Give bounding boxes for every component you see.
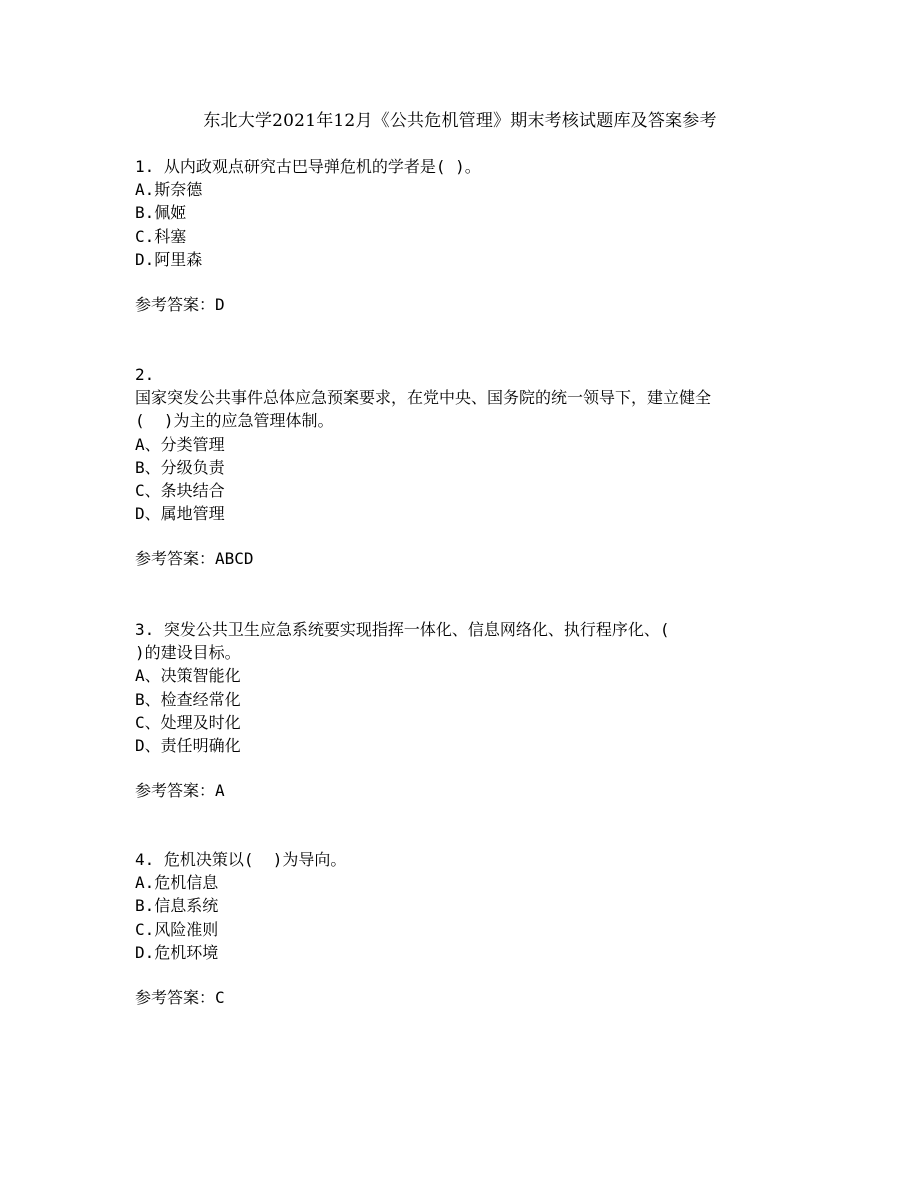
option-a: A、分类管理 <box>135 434 225 454</box>
option-b: B、检查经常化 <box>135 689 241 709</box>
document-title: 东北大学2021年12月《公共危机管理》期末考核试题库及答案参考 <box>203 111 717 131</box>
question-4 <box>135 848 815 1009</box>
question-stem: 国家突发公共事件总体应急预案要求，在党中央、国务院的统一领导下，建立健全 <box>135 388 712 408</box>
reference-answer: 参考答案：C <box>135 987 225 1007</box>
question-stem-continued: ( )为主的应急管理体制。 <box>135 411 334 431</box>
option-a: A.斯奈德 <box>135 180 203 200</box>
question-1 <box>135 155 815 316</box>
option-b: B、分级负责 <box>135 457 225 477</box>
question-stem: 1. 从内政观点研究古巴导弹危机的学者是( )。 <box>135 157 481 176</box>
question-stem: 3. 突发公共卫生应急系统要实现指挥一体化、信息网络化、执行程序化、( <box>135 620 670 639</box>
question-stem-continued: )的建设目标。 <box>135 643 241 663</box>
option-d: D、属地管理 <box>135 504 225 524</box>
option-a: A、决策智能化 <box>135 666 241 686</box>
question-2 <box>135 363 815 571</box>
reference-answer: 参考答案：D <box>135 294 225 314</box>
question-stem: 4. 危机决策以( )为导向。 <box>135 850 347 869</box>
option-c: C.风险准则 <box>135 919 219 939</box>
option-a: A.危机信息 <box>135 873 219 893</box>
option-d: D、责任明确化 <box>135 735 241 755</box>
option-c: C.科塞 <box>135 226 187 246</box>
option-c: C、处理及时化 <box>135 712 241 732</box>
option-c: C、条块结合 <box>135 480 225 500</box>
option-d: D.阿里森 <box>135 249 203 269</box>
question-number: 2. <box>135 365 155 384</box>
reference-answer: 参考答案：A <box>135 781 225 801</box>
option-d: D.危机环境 <box>135 942 219 962</box>
reference-answer: 参考答案：ABCD <box>135 549 254 569</box>
question-3 <box>135 618 815 802</box>
option-b: B.佩姬 <box>135 203 187 223</box>
option-b: B.信息系统 <box>135 896 219 916</box>
